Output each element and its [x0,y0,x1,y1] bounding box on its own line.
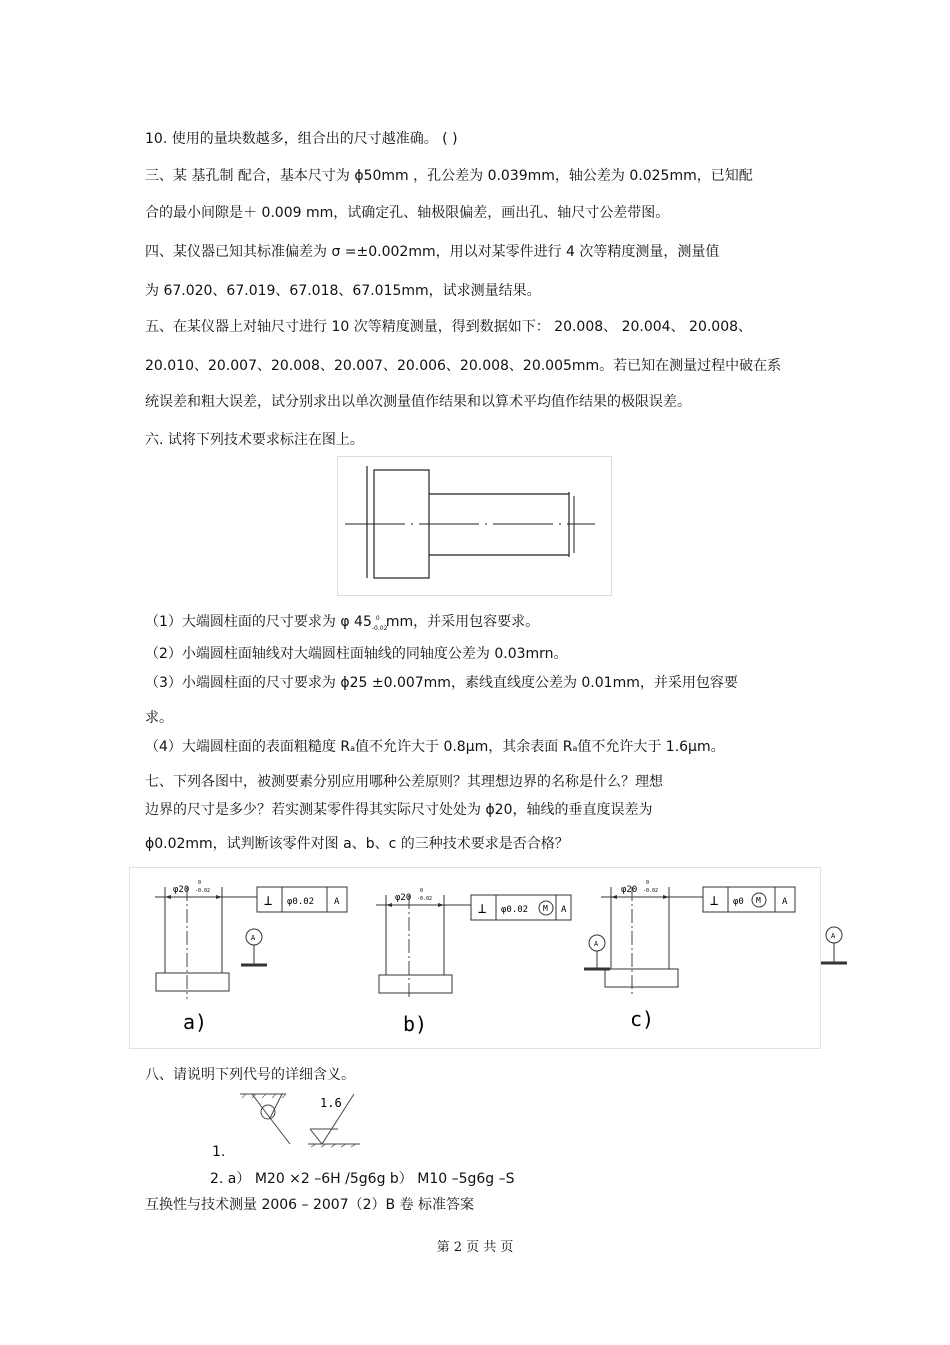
question-7-line1: 七、下列各图中，被测要素分别应用哪种公差原则？其理想边界的名称是什么？理想 [145,774,663,790]
question-7-line2: 边界的尺寸是多少？若实测某零件得其实际尺寸处处为 ϕ20，轴线的垂直度误差为 [145,802,653,818]
shaft-drawing [337,456,612,596]
question-6-title: 六. 试将下列技术要求标注在图上。 [145,432,364,448]
label-b: b) [403,1012,428,1036]
figure-c [601,880,847,1031]
question-3-line1: 三、某 基孔制 配合，基本尺寸为 ϕ50mm ，孔公差为 0.039mm，轴公差为 0.025mm，已知配 [145,168,753,184]
deviation-upper: 0 [375,615,380,622]
deviation-lower: -0.02 [371,625,388,632]
svg-text:A: A [251,934,256,942]
question-7-line3: ϕ0.02mm，试判断该零件对图 a、b、c 的三种技术要求是否合格？ [145,836,569,852]
svg-text:M: M [756,896,761,905]
dim-label-a: φ20 [173,885,190,895]
question-8-item2: 2. a） M20 ×2 –6H /5g6g b） M10 –5g6g –S [210,1171,515,1187]
svg-text:-0.02: -0.02 [417,896,433,902]
answer-title: 互换性与技术测量 2006 – 2007（2）B 卷 标准答案 [145,1197,475,1213]
question-4-line2: 为 67.020、67.019、67.018、67.015mm，试求测量结果。 [145,283,541,299]
svg-text:0: 0 [198,880,202,886]
svg-text:-0.02: -0.02 [643,888,659,894]
svg-text:A: A [561,905,567,915]
page-footer: 第 2 页 共 页 [436,1240,514,1255]
svg-text:φ0: φ0 [733,897,744,907]
dim-label-b: φ20 [395,893,412,903]
svg-text:A: A [594,940,599,948]
svg-text:A: A [782,897,788,907]
question-5-line1: 五、在某仪器上对轴尺寸进行 10 次等精度测量，得到数据如下： 20.008、 20.004、 20.008、 [145,319,753,335]
question-10: 10. 使用的量块数越多，组合出的尺寸越准确。 ( ) [145,131,458,147]
requirement-2: （2）小端圆柱面轴线对大端圆柱面轴线的同轴度公差为 0.03mrn。 [145,646,568,662]
figure-a [155,880,347,1034]
svg-text:⊥: ⊥ [264,893,273,909]
svg-text:φ0.02: φ0.02 [287,897,315,907]
svg-text:0: 0 [420,888,424,894]
figure-b [376,888,610,1036]
svg-text:0: 0 [646,880,650,886]
svg-text:φ0.02: φ0.02 [501,905,529,915]
question-5-line3: 统误差和粗大误差，试分别求出以单次测量值作结果和以算术平均值作结果的极限误差。 [145,394,691,410]
requirement-4: （4）大端圆柱面的表面粗糙度 Ra值不允许大于 0.8μm，其余表面 Ra值不允许大于 1.6μm。 [145,739,725,755]
question-4-line1: 四、某仪器已知其标准偏差为 σ =±0.002mm，用以对某零件进行 4 次等精度测量，测量值 [145,244,720,260]
question-8-title: 八、请说明下列代号的详细含义。 [145,1067,355,1083]
svg-text:⊥: ⊥ [478,901,487,917]
svg-text:-0.02: -0.02 [195,888,211,894]
label-a: a) [183,1010,208,1034]
svg-text:⊥: ⊥ [710,893,719,909]
dim-label-c: φ20 [621,885,638,895]
svg-text:A: A [831,932,836,940]
tolerance-figures [129,867,836,1049]
requirement-3-line2: 求。 [145,710,173,726]
question-3-line2: 合的最小间隙是＋ 0.009 mm，试确定孔、轴极限偏差，画出孔、轴尺寸公差带图。 [145,205,670,221]
label-c: c) [630,1007,655,1031]
svg-text:M: M [543,904,548,913]
question-8-item1: 1. [212,1144,226,1160]
requirement-3-line1: （3）小端圆柱面的尺寸要求为 ϕ25 ±0.007mm，素线直线度公差为 0.01mm，并采用包容要 [145,675,738,691]
question-5-line2: 20.010、20.007、20.008、20.007、20.006、20.008、20.005mm。若已知在测量过程中破在系 [145,358,782,374]
roughness-value: 1.6 [320,1096,342,1110]
svg-text:A: A [334,897,340,907]
requirement-1: （1）大端圆柱面的尺寸要求为 φ 45 0 -0.02 mm，并采用包容要求。 [145,613,539,631]
roughness-symbols [238,1092,363,1147]
